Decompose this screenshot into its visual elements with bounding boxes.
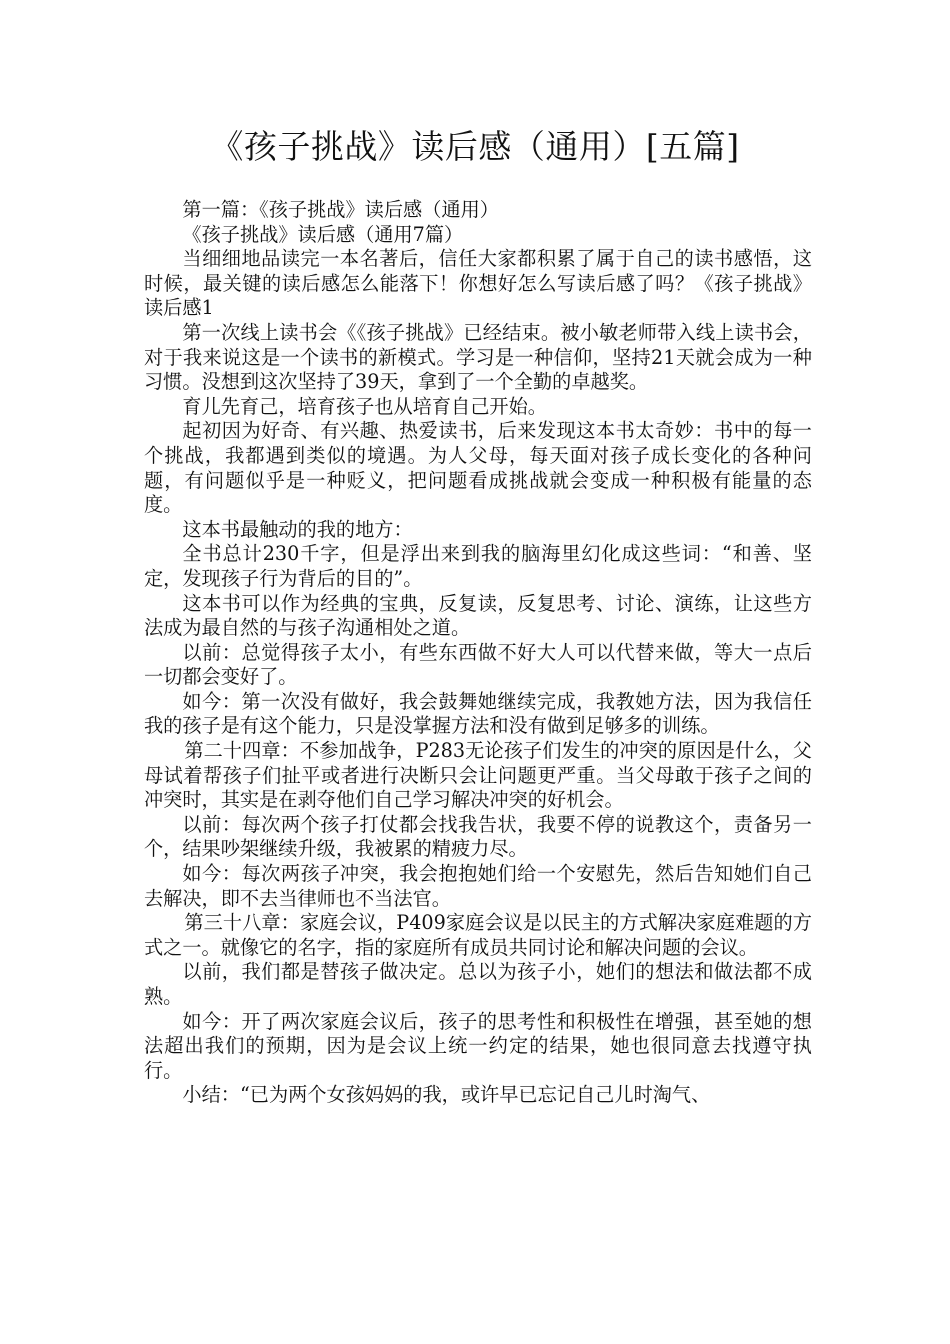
paragraph: 起初因为好奇、有兴趣、热爱读书，后来发现这本书太奇妙：书中的每一个挑战，我都遇到类似的境遇。为人父母，每天面对孩子成长变化的各种问题，有问题似乎是一种贬义，把问题看成挑战就会变成一种积极有能量的态度。 (144, 419, 812, 517)
paragraph: 当细细地品读完一本名著后，信任大家都积累了属于自己的读书感悟，这时候，最关键的读后感怎么能落下！你想好怎么写读后感了吗？《孩子挑战》读后感1 (144, 247, 812, 320)
document-body (144, 198, 812, 1108)
paragraph: 育儿先育己，培育孩子也从培育自己开始。 (182, 394, 547, 418)
paragraph: 如今：第一次没有做好，我会鼓舞她继续完成，我教她方法，因为我信任我的孩子是有这个能力，只是没掌握方法和没有做到足够多的训练。 (144, 689, 812, 738)
paragraph: 以前：总觉得孩子太小，有些东西做不好大人可以代替来做，等大一点后一切都会变好了。 (144, 640, 812, 689)
paragraph: 小结：“已为两个女孩妈妈的我，或许早已忘记自己儿时淘气、 (182, 1083, 711, 1107)
paragraph: 如今：每次两孩子冲突，我会抱抱她们给一个安慰先，然后告知她们自己去解决，即不去当律师也不当法官。 (144, 862, 812, 910)
paragraph: 全书总计230千字，但是浮出来到我的脑海里幻化成这些词：“和善、坚定，发现孩子行为背后的目的”。 (144, 542, 812, 590)
paragraph: 这本书可以作为经典的宝典，反复读，反复思考、讨论、演练，让这些方法成为最自然的与孩子沟通相处之道。 (144, 591, 812, 640)
paragraph: 这本书最触动的我的地方： (182, 517, 413, 541)
paragraph: 如今：开了两次家庭会议后，孩子的思考性和积极性在增强，甚至她的想法超出我们的预期，因为是会议上统一约定的结果，她也很同意去找遵守执行。 (144, 1009, 812, 1082)
paragraph: 第一次线上读书会《《孩子挑战》已经结束。被小敏老师带入线上读书会，对于我来说这是一个读书的新模式。学习是一种信仰，坚持21天就会成为一种习惯。没想到这次坚持了39天，拿到了一个全勤的卓越奖。 (144, 320, 812, 394)
paragraph: 第二十四章：不参加战争，P283无论孩子们发生的冲突的原因是什么，父母试着帮孩子们扯平或者进行决断只会让问题更严重。当父母敢于孩子之间的冲突时，其实是在剥夺他们自己学习解决冲突的好机会。 (144, 739, 812, 812)
subtitle: 《孩子挑战》读后感（通用7篇） (182, 222, 464, 246)
section-heading: 第一篇：《孩子挑战》读后感（通用） (182, 198, 499, 221)
paragraph: 第三十八章：家庭会议，P409家庭会议是以民主的方式解决家庭难题的方式之一。就像它的名字，指的家庭所有成员共同讨论和解决问题的会议。 (144, 911, 812, 959)
document-title: 《孩子挑战》读后感（通用）[五篇] (210, 127, 740, 166)
paragraph: 以前，我们都是替孩子做决定。总以为孩子小，她们的想法和做法都不成熟。 (144, 960, 812, 1008)
paragraph: 以前：每次两个孩子打仗都会找我告状，我要不停的说教这个，责备另一个，结果吵架继续升级，我被累的精疲力尽。 (144, 812, 812, 861)
